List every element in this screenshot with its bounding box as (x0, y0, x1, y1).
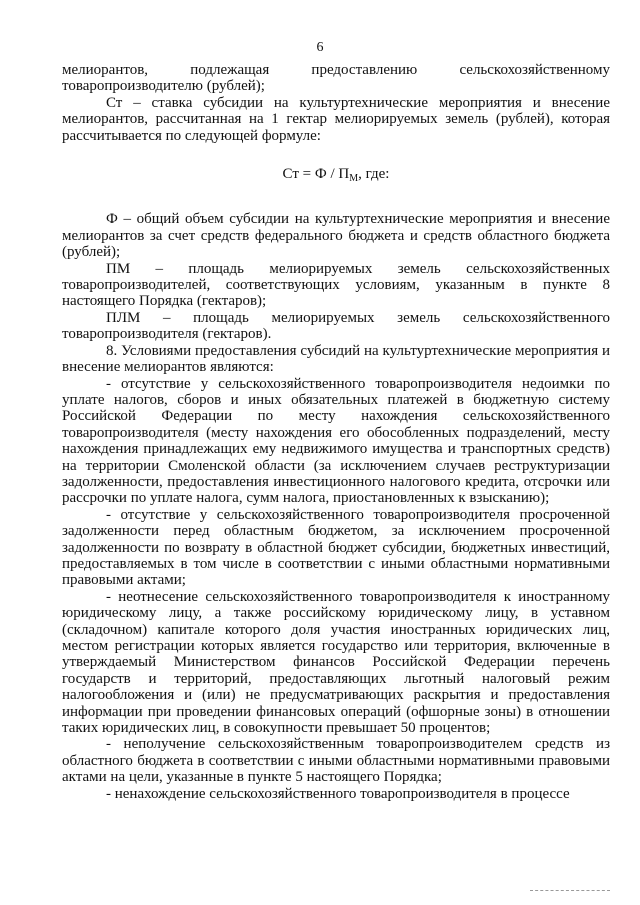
formula-subscript: М (349, 173, 359, 185)
page-number: 6 (316, 40, 324, 55)
list-item-not-in-process: - ненахождение сельскохозяйственного товаропроизводителя в процессе (106, 785, 570, 802)
paragraph-section-8: 8. Условиями предоставления субсидий на культуртехнические мероприятия и внесение мелиорантов являются: (62, 342, 610, 376)
paragraph-f-definition: Ф – общий объем субсидии на культуртехнические мероприятия и внесение мелиорантов за счет средств федерального бюджета и средств областного бюджета (рублей); (62, 211, 610, 261)
paragraph-pm-definition: ПМ – площадь мелиорируемых земель сельскохозяйственных товаропроизводителей, соответствующих условиям, указанным в пункте 8 настоящего Порядка (гектаров); (62, 260, 610, 310)
paragraph-rate-definition: Ст – ставка субсидии на культуртехнические мероприятия и внесение мелиорантов, рассчитанная на 1 гектар мелиорируемых земель (рублей), которая рассчитывается по следующей формуле: (62, 94, 610, 144)
formula-right: , где: (358, 166, 390, 183)
formula (62, 166, 610, 187)
list-item-no-arrears: - отсутствие у сельскохозяйственного товаропроизводителя недоимки по уплате налогов, сборов и иных обязательных платежей в бюджетную систему Российской Федерации по месту нахождения сельскохозяйственного товаропроизводителя (месту нахождения его обособленных подразделений, месту нахождения принадлежащих ему недвижимого имущества и транспортных средств) на территории Смоленской области (за исключением случаев реструктуризации задолженности, предоставления инвестиционного налогового кредита, отсрочки или рассрочки по уплате налога, сумм налога, приостановленных к взысканию); (62, 375, 610, 507)
document-body (62, 62, 610, 802)
list-item-not-foreign: - неотнесение сельскохозяйственного товаропроизводителя к иностранному юридическому лицу, а также российскому юридическому лицу, в уставном (складочном) капитале которого доля участия иностранных юридических лиц, местом регистрации которых является государство или территория, включенные в утверждаемый Министерством финансов Российской Федерации перечень государств и территорий, предоставляющих льготный налоговый режим налогообложения и (или) не предусматривающих раскрытия и предоставления информации при проведении финансовых операций (офшорные зоны) в отношении таких юридических лиц, в совокупности превышает 50 процентов; (62, 588, 610, 737)
list-item-no-overdue-debt: - отсутствие у сельскохозяйственного товаропроизводителя просроченной задолженности перед областным бюджетом, за исключением просроченной задолженности по возврату в областной бюджет субсидии, бюджетных инвестиций, предоставляемых в том числе в соответствии с иными областными нормативными правовыми актами; (62, 506, 610, 589)
paragraph-continuation: мелиорантов, подлежащая предоставлению сельскохозяйственному товаропроизводителю (рублей); (62, 62, 610, 95)
scan-artifact-divider (530, 890, 610, 893)
paragraph-plm-definition: ПЛМ – площадь мелиорируемых земель сельскохозяйственного товаропроизводителя (гектаров). (62, 309, 610, 343)
formula-left: Ст = Ф / П (282, 166, 350, 183)
list-item-no-other-funds: - неполучение сельскохозяйственным товаропроизводителем средств из областного бюджета в соответствии с иными областными нормативными правовыми актами на цели, указанные в пункте 5 настоящего Порядка; (62, 736, 610, 786)
